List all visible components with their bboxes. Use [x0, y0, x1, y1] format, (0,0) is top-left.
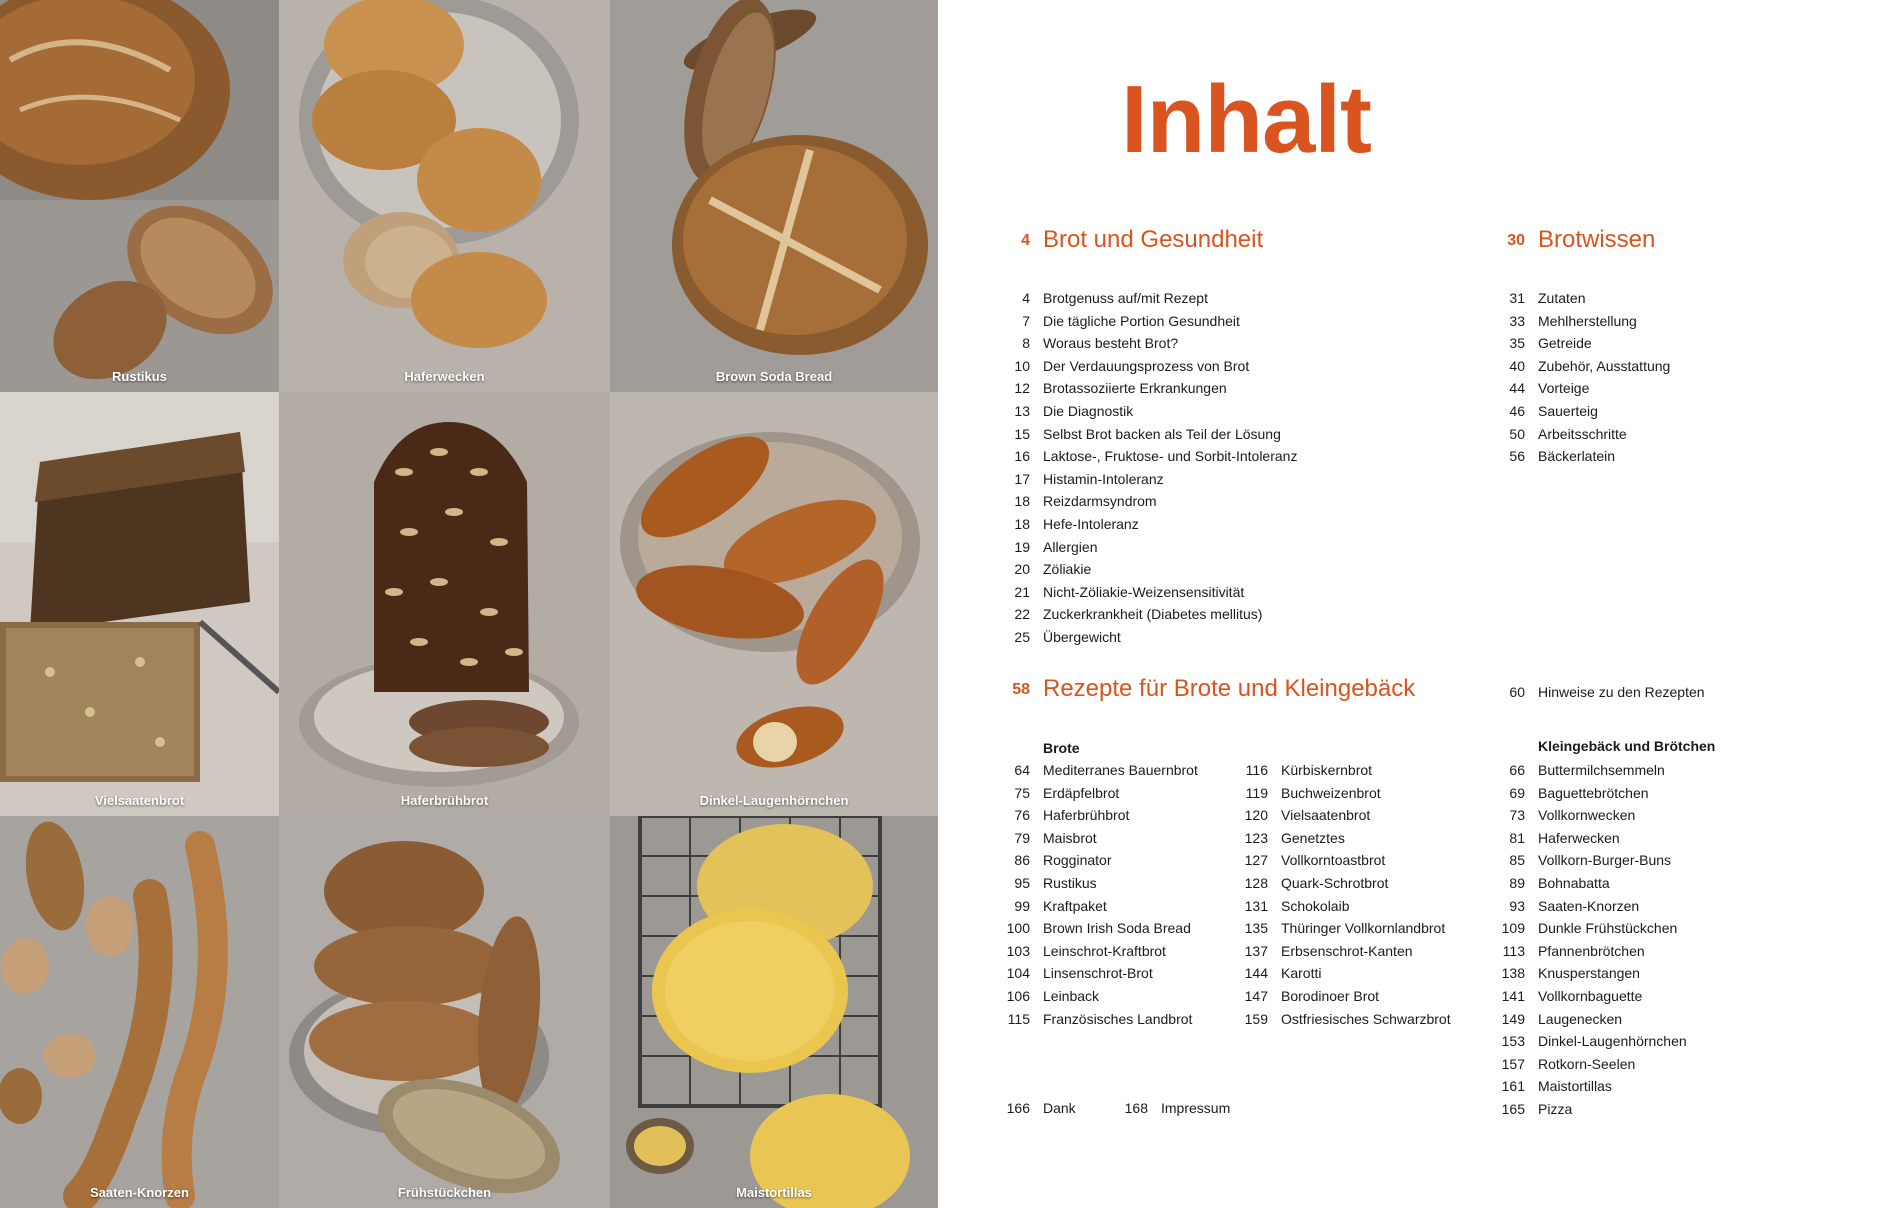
toc-entry: [1000, 400, 1400, 423]
toc-entry: [1000, 377, 1400, 400]
toc-entry: [1000, 626, 1400, 649]
entry-title: Kraftpaket: [1043, 897, 1107, 914]
toc-entry: [1495, 895, 1815, 918]
toc-entry: [1238, 782, 1488, 805]
entry-title: Karotti: [1281, 965, 1322, 982]
photo-grid: [0, 0, 938, 1208]
entry-page: 10: [1014, 357, 1030, 374]
entry-title: Baguettebrötchen: [1538, 784, 1649, 801]
toc-entry: [1495, 310, 1795, 333]
section-heading-brot-und-gesundheit: [1000, 226, 1400, 256]
photo-vielsaatenbrot: [0, 392, 279, 816]
entry-page: 35: [1509, 335, 1525, 352]
photo-saaten-knorzen: [0, 816, 279, 1208]
entry-title: Laktose-, Fruktose- und Sorbit-Intoleranz: [1043, 448, 1298, 465]
entry-title: Vollkorn-Burger-Buns: [1538, 852, 1672, 869]
entry-title: Brown Irish Soda Bread: [1043, 920, 1191, 937]
toc-entry: [1000, 985, 1240, 1008]
entry-title: Maisbrot: [1043, 829, 1097, 846]
entry-page: 147: [1244, 987, 1268, 1004]
entry-page: 18: [1014, 515, 1030, 532]
entry-page: 81: [1509, 829, 1525, 846]
entry-page: 8: [1022, 335, 1030, 352]
toc-entry: [1000, 581, 1400, 604]
toc-entry: [1000, 962, 1240, 985]
entry-page: 44: [1509, 380, 1525, 397]
entry-title: Getreide: [1538, 335, 1592, 352]
photo-caption: Haferwecken: [404, 369, 485, 384]
photo-rustikus: [0, 0, 279, 392]
toc-entry: [1000, 917, 1240, 940]
entry-title: Pfannenbrötchen: [1538, 942, 1645, 959]
toc-entry: [1495, 1030, 1815, 1053]
entry-title: Linsenschrot-Brot: [1043, 965, 1153, 982]
toc-entry: [1000, 827, 1240, 850]
toc-entry: [1495, 782, 1815, 805]
toc-entry: [1495, 872, 1815, 895]
toc-entry: [1495, 332, 1795, 355]
entry-title: Borodinoer Brot: [1281, 987, 1380, 1004]
entry-title: Vielsaatenbrot: [1281, 807, 1371, 824]
entry-page: 168: [1124, 1100, 1148, 1116]
entry-title: Nicht-Zöliakie-Weizensensitivität: [1043, 583, 1245, 600]
toc-entry: [1000, 895, 1240, 918]
entry-page: 66: [1509, 762, 1525, 778]
toc-entry: [1000, 355, 1400, 378]
entry-page: 20: [1014, 561, 1030, 578]
toc-entry: [1495, 355, 1795, 378]
toc-entry: [1000, 332, 1400, 355]
toc-entry: [1238, 849, 1488, 872]
photo-haferwecken: [279, 0, 610, 392]
photo-caption: Haferbrühbrot: [400, 793, 489, 808]
toc-entry: [1000, 872, 1240, 895]
entry-page: 113: [1502, 942, 1525, 959]
toc-entry: [1495, 377, 1795, 400]
entry-page: 144: [1244, 965, 1268, 982]
entry-page: 17: [1014, 470, 1030, 487]
entry-page: 40: [1509, 357, 1525, 374]
entry-page: 79: [1014, 829, 1030, 846]
toc-entry: [1000, 558, 1400, 581]
entry-page: 75: [1014, 784, 1030, 801]
entry-title: Vollkorntoastbrot: [1281, 852, 1386, 869]
toc-entry: [1238, 804, 1488, 827]
entry-title: Rogginator: [1043, 852, 1112, 869]
entry-title: Quark-Schrotbrot: [1281, 874, 1389, 891]
toc-entry: [1000, 445, 1400, 468]
entry-title: Allergien: [1043, 538, 1098, 555]
entry-title: Erbsenschrot-Kanten: [1281, 942, 1413, 959]
entry-page: 69: [1509, 784, 1525, 801]
toc-entry: [1000, 468, 1400, 491]
toc-entry: [1495, 1053, 1815, 1076]
entry-page: 149: [1501, 1010, 1525, 1027]
toc-entry: [1000, 287, 1400, 310]
entry-page: 161: [1501, 1078, 1525, 1095]
toc-entry: [1495, 849, 1815, 872]
section-heading-brotwissen: [1495, 226, 1795, 256]
entry-title: Leinback: [1043, 987, 1100, 1004]
entry-page: 138: [1501, 965, 1525, 982]
toc-entry: [1495, 985, 1815, 1008]
entry-title: Vollkornbaguette: [1538, 987, 1643, 1004]
entry-title: Laugenecken: [1538, 1010, 1623, 1027]
section-title: Rezepte für Brote und Kleingebäck: [1043, 675, 1416, 702]
photo-caption: Rustikus: [112, 369, 167, 384]
entry-page: 104: [1006, 965, 1030, 982]
entry-page: 128: [1244, 874, 1268, 891]
entry-title: Histamin-Intoleranz: [1043, 470, 1164, 487]
toc-list-kleingebaeck: [1495, 759, 1815, 1121]
entry-title: Sauerteig: [1538, 402, 1598, 419]
entry-title: Rotkorn-Seelen: [1538, 1055, 1636, 1072]
entry-title: Erdäpfelbrot: [1043, 784, 1120, 801]
entry-title: Zubehör, Ausstattung: [1538, 357, 1671, 374]
entry-title: Impressum: [1161, 1100, 1231, 1116]
entry-title: Maistortillas: [1538, 1078, 1612, 1095]
section-page-number: 58: [1012, 681, 1030, 698]
entry-title: Saaten-Knorzen: [1538, 897, 1640, 914]
entry-title: Genetztes: [1281, 829, 1345, 846]
entry-title: Dunkle Frühstückchen: [1538, 920, 1678, 937]
entry-page: 25: [1014, 628, 1030, 645]
entry-title: Buchweizenbrot: [1281, 784, 1381, 801]
toc-entry: [1000, 1008, 1240, 1031]
toc-entry: [1495, 423, 1795, 446]
photo-fruehstueckchen: [279, 816, 610, 1208]
entry-page: 100: [1006, 920, 1030, 937]
toc-entry: [1238, 940, 1488, 963]
entry-page: 166: [1006, 1100, 1030, 1116]
entry-page: 89: [1509, 874, 1525, 891]
entry-title: Arbeitsschritte: [1538, 425, 1627, 442]
entry-title: Zuckerkrankheit (Diabetes mellitus): [1043, 606, 1263, 623]
entry-page: 123: [1244, 829, 1268, 846]
entry-page: 115: [1007, 1010, 1030, 1027]
toc-entry: [1495, 287, 1795, 310]
photo-caption: Dinkel-Laugenhörnchen: [699, 793, 849, 808]
entry-page: 109: [1501, 920, 1525, 937]
entry-page: 153: [1501, 1033, 1525, 1050]
entry-page: 22: [1014, 606, 1030, 623]
toc-entry-impressum: [1118, 1097, 1258, 1119]
toc-list-brote-col1: [1000, 759, 1240, 1030]
photo-caption: Brown Soda Bread: [715, 369, 833, 384]
entry-title: Leinschrot-Kraftbrot: [1043, 942, 1166, 959]
photo-caption: Frühstückchen: [397, 1185, 492, 1200]
entry-page: 15: [1014, 425, 1030, 442]
entry-page: 64: [1014, 762, 1030, 778]
entry-title: Mediterranes Bauernbrot: [1043, 762, 1198, 778]
toc-entry-dank: [1000, 1097, 1100, 1119]
entry-title: Woraus besteht Brot?: [1043, 335, 1179, 352]
entry-page: 99: [1014, 897, 1030, 914]
entry-title: Hefe-Intoleranz: [1043, 515, 1139, 532]
entry-title: Selbst Brot backen als Teil der Lösung: [1043, 425, 1281, 442]
entry-page: 16: [1014, 448, 1030, 465]
entry-title: Die tägliche Portion Gesundheit: [1043, 312, 1240, 329]
entry-title: Bohnabatta: [1538, 874, 1610, 891]
section-page-number: 30: [1507, 232, 1525, 249]
entry-page: 76: [1014, 807, 1030, 824]
toc-page: [938, 0, 1880, 1208]
entry-title: Französisches Landbrot: [1043, 1010, 1193, 1027]
toc-list-brot-und-gesundheit: [1000, 287, 1400, 649]
page-title: Inhalt: [1121, 66, 1371, 173]
entry-title: Pizza: [1538, 1100, 1573, 1117]
toc-entry: [1000, 804, 1240, 827]
toc-entry: [1238, 1008, 1488, 1031]
toc-entry: [1000, 490, 1400, 513]
entry-page: 73: [1509, 807, 1525, 824]
entry-page: 135: [1244, 920, 1268, 937]
section-page-number: 4: [1021, 232, 1030, 249]
entry-page: 4: [1022, 290, 1030, 306]
subheading-brote: Brote: [1043, 740, 1080, 756]
entry-page: 56: [1509, 448, 1525, 465]
entry-title: Zutaten: [1538, 290, 1586, 306]
toc-entry: [1238, 917, 1488, 940]
entry-title: Schokolaib: [1281, 897, 1350, 914]
entry-title: Bäckerlatein: [1538, 448, 1616, 465]
entry-page: 31: [1509, 290, 1525, 306]
entry-page: 116: [1245, 762, 1268, 778]
toc-entry: [1000, 782, 1240, 805]
toc-entry: [1238, 827, 1488, 850]
toc-entry-hinweise: [1495, 681, 1795, 703]
toc-entry: [1238, 895, 1488, 918]
entry-title: Reizdarmsyndrom: [1043, 493, 1157, 510]
entry-page: 7: [1022, 312, 1030, 329]
entry-page: 46: [1509, 402, 1525, 419]
entry-page: 131: [1244, 897, 1268, 914]
entry-page: 159: [1244, 1010, 1268, 1027]
photo-haferbruehbrot: [279, 392, 610, 816]
toc-entry: [1495, 759, 1815, 782]
entry-title: Brotgenuss auf/mit Rezept: [1043, 290, 1208, 306]
toc-entry: [1000, 423, 1400, 446]
entry-title: Kürbiskernbrot: [1281, 762, 1373, 778]
entry-page: 18: [1014, 493, 1030, 510]
toc-entry: [1495, 1075, 1815, 1098]
entry-page: 12: [1014, 380, 1030, 397]
entry-page: 119: [1245, 784, 1268, 801]
entry-title: Buttermilchsemmeln: [1538, 762, 1665, 778]
toc-entry: [1000, 603, 1400, 626]
entry-title: Dank: [1043, 1100, 1076, 1116]
entry-title: Übergewicht: [1043, 628, 1121, 645]
entry-page: 60: [1509, 684, 1525, 700]
entry-page: 103: [1006, 942, 1030, 959]
entry-page: 13: [1014, 402, 1030, 419]
toc-list-brotwissen: [1495, 287, 1795, 468]
entry-page: 85: [1509, 852, 1525, 869]
toc-entry: [1000, 940, 1240, 963]
toc-entry: [1495, 400, 1795, 423]
photo-maistortillas: [610, 816, 938, 1208]
entry-title: Knusperstangen: [1538, 965, 1640, 982]
toc-entry: [1495, 1098, 1815, 1121]
entry-page: 33: [1509, 312, 1525, 329]
entry-page: 19: [1014, 538, 1030, 555]
entry-page: 141: [1501, 987, 1525, 1004]
toc-entry: [1238, 759, 1488, 782]
photo-caption: Saaten-Knorzen: [90, 1185, 189, 1200]
entry-title: Brotassoziierte Erkrankungen: [1043, 380, 1227, 397]
entry-page: 157: [1501, 1055, 1525, 1072]
entry-page: 165: [1501, 1100, 1525, 1117]
entry-title: Ostfriesisches Schwarzbrot: [1281, 1010, 1451, 1027]
toc-entry: [1495, 940, 1815, 963]
toc-entry: [1238, 985, 1488, 1008]
toc-entry: [1495, 804, 1815, 827]
entry-page: 50: [1509, 425, 1525, 442]
entry-page: 21: [1014, 583, 1030, 600]
entry-page: 95: [1014, 874, 1030, 891]
entry-title: Der Verdauungsprozess von Brot: [1043, 357, 1250, 374]
toc-entry: [1000, 849, 1240, 872]
entry-title: Thüringer Vollkornlandbrot: [1281, 920, 1446, 937]
entry-page: 137: [1244, 942, 1268, 959]
entry-title: Dinkel-Laugenhörnchen: [1538, 1033, 1687, 1050]
toc-entry: [1238, 962, 1488, 985]
toc-entry: [1238, 872, 1488, 895]
entry-page: 93: [1509, 897, 1525, 914]
photo-dinkel-laugenhoernchen: [610, 392, 938, 816]
toc-entry: [1495, 962, 1815, 985]
toc-list-brote-col2: [1238, 759, 1488, 1030]
entry-page: 127: [1244, 852, 1268, 869]
photo-caption: Maistortillas: [736, 1185, 812, 1200]
entry-page: 86: [1014, 852, 1030, 869]
entry-title: Haferwecken: [1538, 829, 1620, 846]
toc-entry: [1495, 917, 1815, 940]
entry-title: Mehlherstellung: [1538, 312, 1637, 329]
toc-entry: [1495, 445, 1795, 468]
toc-entry: [1000, 513, 1400, 536]
toc-entry: [1000, 310, 1400, 333]
toc-entry: [1495, 1008, 1815, 1031]
entry-page: 120: [1244, 807, 1268, 824]
section-title: Brotwissen: [1538, 226, 1656, 253]
entry-title: Zöliakie: [1043, 561, 1092, 578]
photo-brown-soda-bread: [610, 0, 938, 392]
entry-title: Vorteige: [1538, 380, 1590, 397]
entry-title: Rustikus: [1043, 874, 1097, 891]
photo-caption: Vielsaatenbrot: [94, 793, 185, 808]
entry-title: Die Diagnostik: [1043, 402, 1134, 419]
section-title: Brot und Gesundheit: [1043, 226, 1264, 253]
subheading-kleingebaeck: Kleingebäck und Brötchen: [1538, 738, 1716, 754]
entry-page: 106: [1006, 987, 1030, 1004]
entry-title: Vollkornwecken: [1538, 807, 1636, 824]
section-heading-rezepte: [1000, 675, 1500, 705]
toc-entry: [1495, 827, 1815, 850]
toc-entry: [1000, 759, 1240, 782]
entry-title: Hinweise zu den Rezepten: [1538, 684, 1705, 700]
entry-title: Haferbrühbrot: [1043, 807, 1130, 824]
toc-entry: [1000, 536, 1400, 559]
